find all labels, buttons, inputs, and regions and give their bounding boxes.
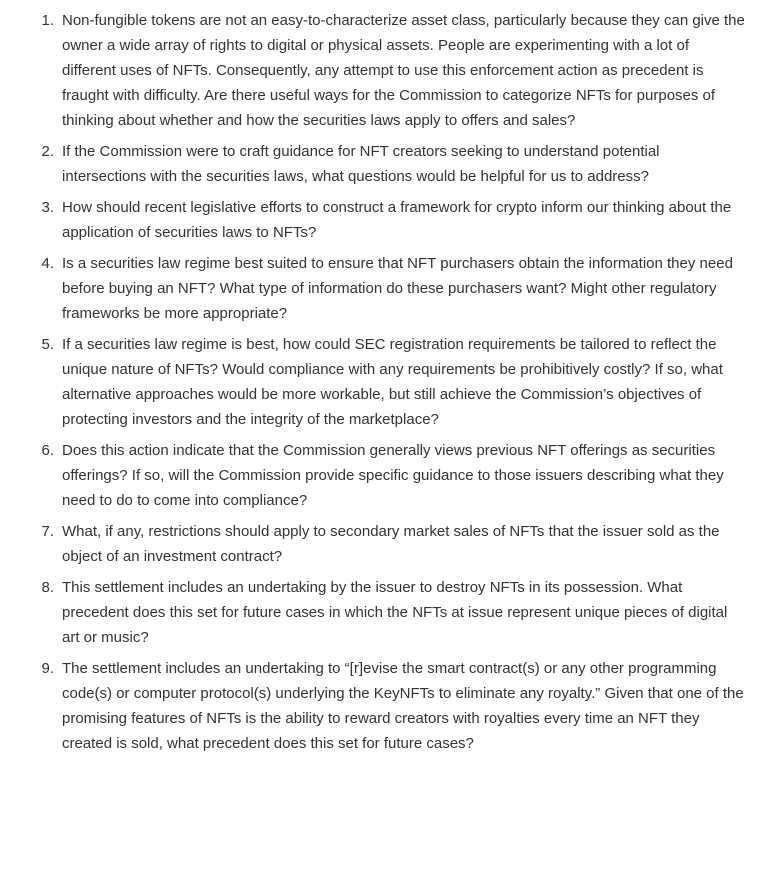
list-item-number: 8. <box>41 579 54 596</box>
list-item <box>30 332 783 432</box>
list-item <box>30 575 783 650</box>
list-item-number: 2. <box>41 143 54 160</box>
list-item-text: If a securities law regime is best, how could SEC registration requirements be tailored to reflect the unique nature of NFTs? Would compliance with any requirements be prohibitively costly? If so, what alternative approaches would be more workable, but still achieve the Commission’s objectives of protecting investors and the integrity of the marketplace? <box>62 336 723 428</box>
list-item-number: 4. <box>41 255 54 272</box>
list-item <box>30 251 783 326</box>
list-item-text: Does this action indicate that the Commission generally views previous NFT offerings as securities offerings? If so, will the Commission provide specific guidance to those issuers describing what they need to do to come into compliance? <box>62 442 724 509</box>
list-item-text: Is a securities law regime best suited to ensure that NFT purchasers obtain the information they need before buying an NFT? What type of information do these purchasers want? Might other regulatory frameworks be more appropriate? <box>62 255 733 322</box>
list-item-number: 7. <box>41 523 54 540</box>
list-item-text: What, if any, restrictions should apply to secondary market sales of NFTs that the issuer sold as the object of an investment contract? <box>62 523 720 565</box>
list-item-text: The settlement includes an undertaking to “[r]evise the smart contract(s) or any other programming code(s) or computer protocol(s) underlying the KeyNFTs to eliminate any royalty.” Given that one of the promising features of NFTs is the ability to reward creators with royalties every time an NFT they created is sold, what precedent does this set for future cases? <box>62 660 744 752</box>
list-item-number: 1. <box>41 12 54 29</box>
list-item-text: If the Commission were to craft guidance for NFT creators seeking to understand potential intersections with the securities laws, what questions would be helpful for us to address? <box>62 143 660 185</box>
list-item-number: 5. <box>41 336 54 353</box>
list-item <box>30 139 783 189</box>
list-item-text: How should recent legislative efforts to construct a framework for crypto inform our thinking about the application of securities laws to NFTs? <box>62 199 732 241</box>
list-item-number: 3. <box>41 199 54 216</box>
list-item <box>30 519 783 569</box>
list-item-number: 6. <box>41 442 54 459</box>
list-item <box>30 195 783 245</box>
questions-list <box>30 8 783 756</box>
list-item <box>30 8 783 133</box>
list-item-text: Non-fungible tokens are not an easy-to-characterize asset class, particularly because they can give the owner a wide array of rights to digital or physical assets. People are experimenting with a lot of different uses of NFTs. Consequently, any attempt to use this enforcement action as precedent is fraught with difficulty. Are there useful ways for the Commission to categorize NFTs for purposes of thinking about whether and how the securities laws apply to offers and sales? <box>62 12 745 129</box>
list-item-text: This settlement includes an undertaking by the issuer to destroy NFTs in its possession. What precedent does this set for future cases in which the NFTs at issue represent unique pieces of digital art or music? <box>62 579 728 646</box>
list-item <box>30 656 783 756</box>
list-item-number: 9. <box>41 660 54 677</box>
list-item <box>30 438 783 513</box>
